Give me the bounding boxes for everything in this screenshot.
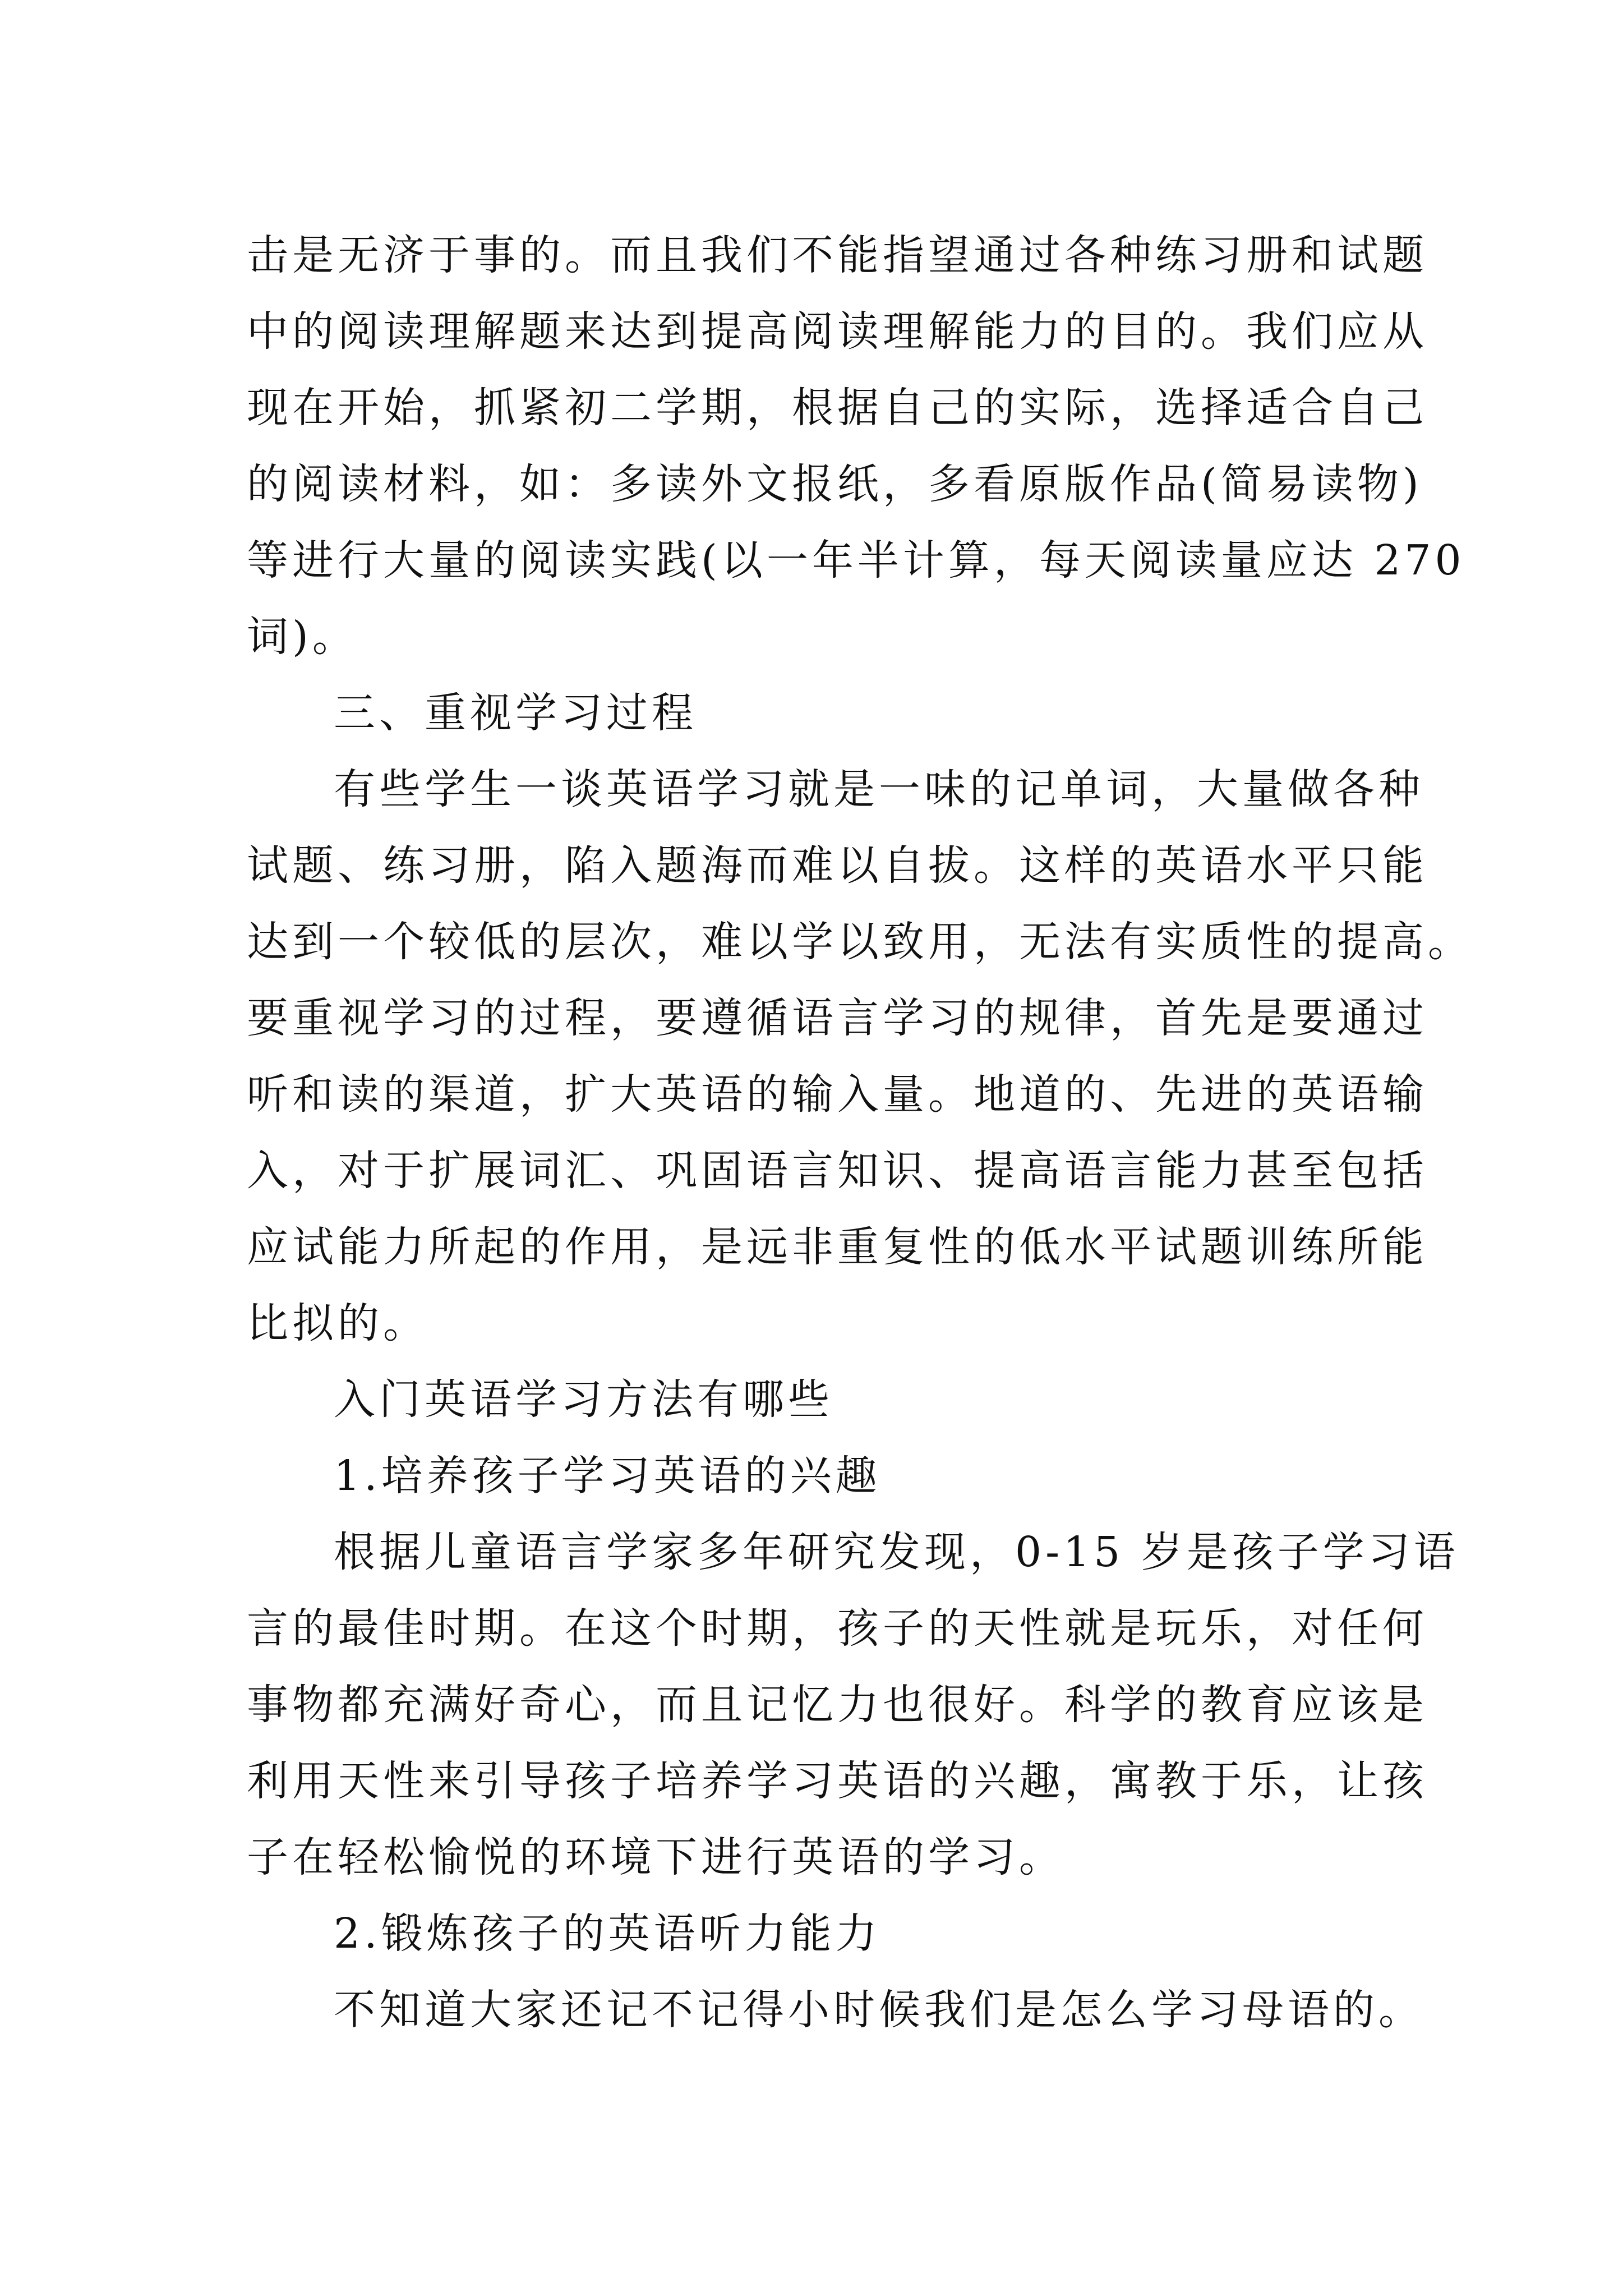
text-line: 言的最佳时期。在这个时期，孩子的天性就是玩乐，对任何 <box>247 1604 1428 1653</box>
text-line: 要重视学习的过程，要遵循语言学习的规律，首先是要通过 <box>247 994 1428 1042</box>
text-line: 击是无济于事的。而且我们不能指望通过各种练习册和试题 <box>247 231 1428 279</box>
text-line: 不知道大家还记不记得小时候我们是怎么学习母语的。 <box>334 1986 1424 2034</box>
text-line: 达到一个较低的层次，难以学以致用，无法有实质性的提高。 <box>247 918 1473 966</box>
subsection-heading: 1.培养孩子学习英语的兴趣 <box>334 1452 881 1500</box>
text-line: 现在开始，抓紧初二学期，根据自己的实际，选择适合自己 <box>247 384 1428 432</box>
text-line: 比拟的。 <box>247 1299 428 1347</box>
text-line: 试题、练习册，陷入题海而难以自拔。这样的英语水平只能 <box>247 841 1428 890</box>
text-line: 中的阅读理解题来达到提高阅读理解能力的目的。我们应从 <box>247 307 1428 356</box>
text-line: 词)。 <box>247 613 358 661</box>
text-line: 应试能力所起的作用，是远非重复性的低水平试题训练所能 <box>247 1223 1428 1271</box>
text-line: 有些学生一谈英语学习就是一味的记单词，大量做各种 <box>334 765 1424 813</box>
section-heading: 三、重视学习过程 <box>334 689 697 737</box>
text-line: 的阅读材料，如：多读外文报纸，多看原版作品(简易读物) <box>247 460 1423 508</box>
text-line: 入，对于扩展词汇、巩固语言知识、提高语言能力甚至包括 <box>247 1147 1428 1195</box>
text-line: 子在轻松愉悦的环境下进行英语的学习。 <box>247 1833 1064 1881</box>
section-heading: 入门英语学习方法有哪些 <box>334 1375 833 1424</box>
text-line: 根据儿童语言学家多年研究发现，0-15 岁是孩子学习语 <box>334 1528 1459 1576</box>
text-line: 听和读的渠道，扩大英语的输入量。地道的、先进的英语输 <box>247 1070 1428 1119</box>
subsection-heading: 2.锻炼孩子的英语听力能力 <box>334 1910 881 1958</box>
text-line: 事物都充满好奇心，而且记忆力也很好。科学的教育应该是 <box>247 1681 1428 1729</box>
text-line: 利用天性来引导孩子培养学习英语的兴趣，寓教于乐，让孩 <box>247 1757 1428 1805</box>
text-line: 等进行大量的阅读实践(以一年半计算，每天阅读量应达 270 <box>247 536 1465 585</box>
